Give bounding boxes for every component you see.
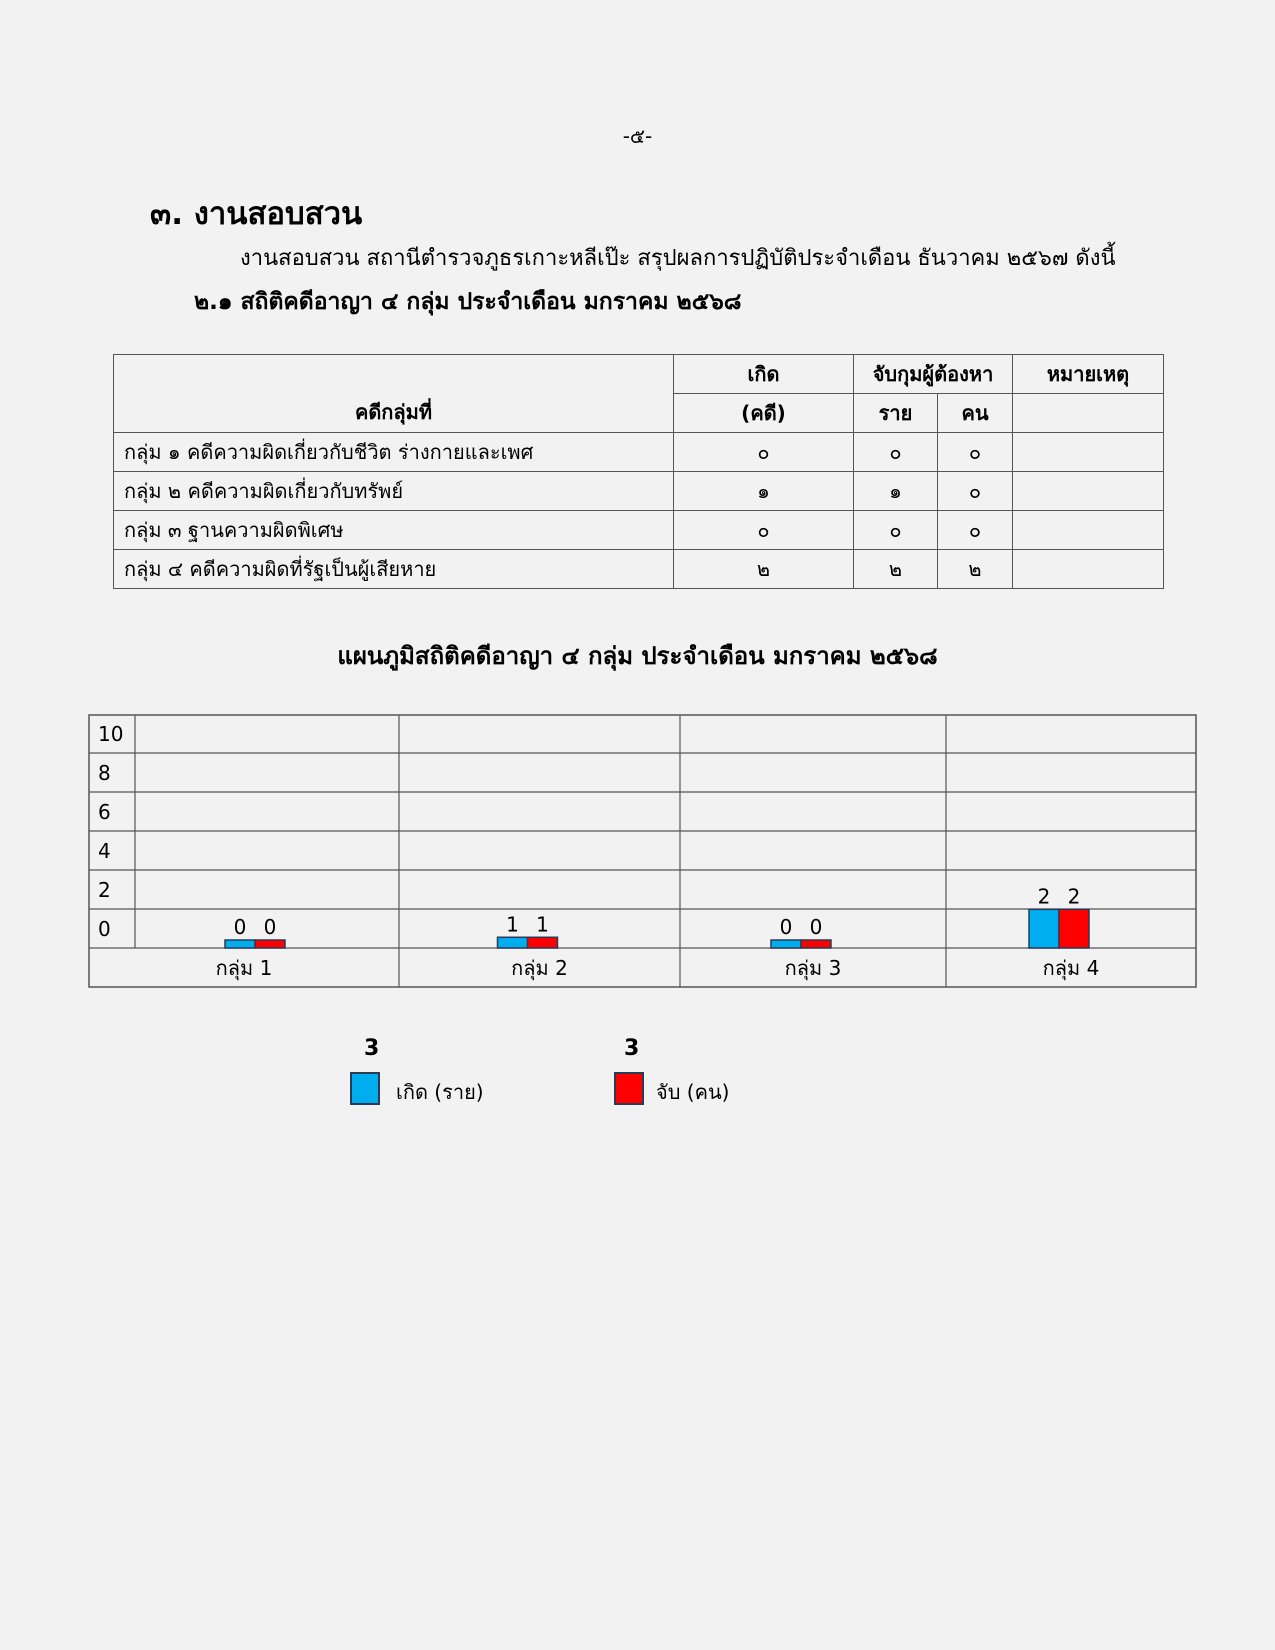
y-tick-label: 6 (98, 800, 111, 824)
sub-heading: ๒.๑ สถิติคดีอาญา ๔ กลุ่ม ประจำเดือน มกราคม ๒๕๖๘ (194, 289, 742, 315)
crime-statistics-table (113, 354, 1164, 589)
row-cases: ๐ (854, 433, 938, 472)
bar-occurred (771, 940, 801, 948)
table-row (114, 472, 1164, 511)
bar-arrest (528, 937, 558, 948)
header-arrest: จับกุมผู้ต้องหา (854, 355, 1013, 394)
bar-occurred (1029, 909, 1059, 948)
y-tick-label: 2 (98, 878, 111, 902)
legend-swatch-blue (350, 1072, 380, 1105)
row-group-label: กลุ่ม ๑ คดีความผิดเกี่ยวกับชีวิต ร่างกายและเพศ (114, 433, 674, 472)
row-occurred: ๒ (674, 550, 854, 589)
row-remark (1013, 433, 1164, 472)
data-label: 0 (233, 915, 247, 939)
header-group: คดีกลุ่มที่ (114, 355, 674, 433)
data-label: 0 (809, 915, 823, 939)
row-remark (1013, 511, 1164, 550)
y-tick-label: 10 (98, 722, 124, 746)
data-label: 1 (536, 912, 549, 937)
row-cases: ๒ (854, 550, 938, 589)
row-group-label: กลุ่ม ๓ ฐานความผิดพิเศษ (114, 511, 674, 550)
row-remark (1013, 472, 1164, 511)
data-label: 2 (1067, 884, 1081, 909)
row-occurred: ๐ (674, 511, 854, 550)
header-occurred: เกิด (674, 355, 854, 394)
chart-title: แผนภูมิสถิติคดีอาญา ๔ กลุ่ม ประจำเดือน มกราคม ๒๕๖๘ (337, 642, 938, 670)
x-category-label: กลุ่ม 1 (215, 956, 273, 980)
x-category-label: กลุ่ม 2 (511, 956, 568, 980)
header-arrest-people: คน (938, 394, 1013, 433)
row-remark (1013, 550, 1164, 589)
bar-chart (88, 714, 1198, 988)
x-category-label: กลุ่ม 3 (784, 956, 842, 980)
data-label: 2 (1037, 884, 1051, 909)
y-tick-label: 0 (98, 917, 111, 941)
legend-label: เกิด (ราย) (396, 1080, 484, 1104)
bar-arrest (801, 940, 831, 948)
section-heading: ๓. งานสอบสวน (150, 196, 363, 232)
header-remark-empty (1013, 394, 1164, 433)
data-label: 1 (506, 912, 519, 937)
row-cases: ๐ (854, 511, 938, 550)
row-group-label: กลุ่ม ๔ คดีความผิดที่รัฐเป็นผู้เสียหาย (114, 550, 674, 589)
legend-swatch-red (614, 1072, 644, 1105)
header-arrest-cases: ราย (854, 394, 938, 433)
row-people: ๐ (938, 433, 1013, 472)
page-number: -๕- (622, 124, 653, 148)
table-row (114, 433, 1164, 472)
table-row (114, 550, 1164, 589)
row-occurred: ๑ (674, 472, 854, 511)
row-group-label: กลุ่ม ๒ คดีความผิดเกี่ยวกับทรัพย์ (114, 472, 674, 511)
row-people: ๐ (938, 472, 1013, 511)
data-label: 0 (263, 915, 277, 939)
row-people: ๒ (938, 550, 1013, 589)
header-remark: หมายเหตุ (1013, 355, 1164, 394)
legend-count: 3 (364, 1036, 380, 1061)
table-row (114, 511, 1164, 550)
legend-label: จับ (คน) (656, 1080, 730, 1104)
table-header-row (114, 355, 1164, 394)
y-tick-label: 8 (98, 761, 111, 785)
legend-count: 3 (624, 1036, 640, 1061)
intro-paragraph: งานสอบสวน สถานีตำรวจภูธรเกาะหลีเป๊ะ สรุปผลการปฏิบัติประจำเดือน ธันวาคม ๒๕๖๗ ดังนี้ (240, 246, 1116, 271)
data-label: 0 (779, 915, 793, 939)
row-people: ๐ (938, 511, 1013, 550)
bar-occurred (498, 937, 528, 948)
header-occurred-unit: (คดี) (674, 394, 854, 433)
bar-occurred (225, 940, 255, 948)
bar-arrest (255, 940, 285, 948)
bar-arrest (1059, 909, 1089, 948)
row-occurred: ๐ (674, 433, 854, 472)
row-cases: ๑ (854, 472, 938, 511)
x-category-label: กลุ่ม 4 (1042, 956, 1100, 980)
y-tick-label: 4 (98, 839, 111, 863)
